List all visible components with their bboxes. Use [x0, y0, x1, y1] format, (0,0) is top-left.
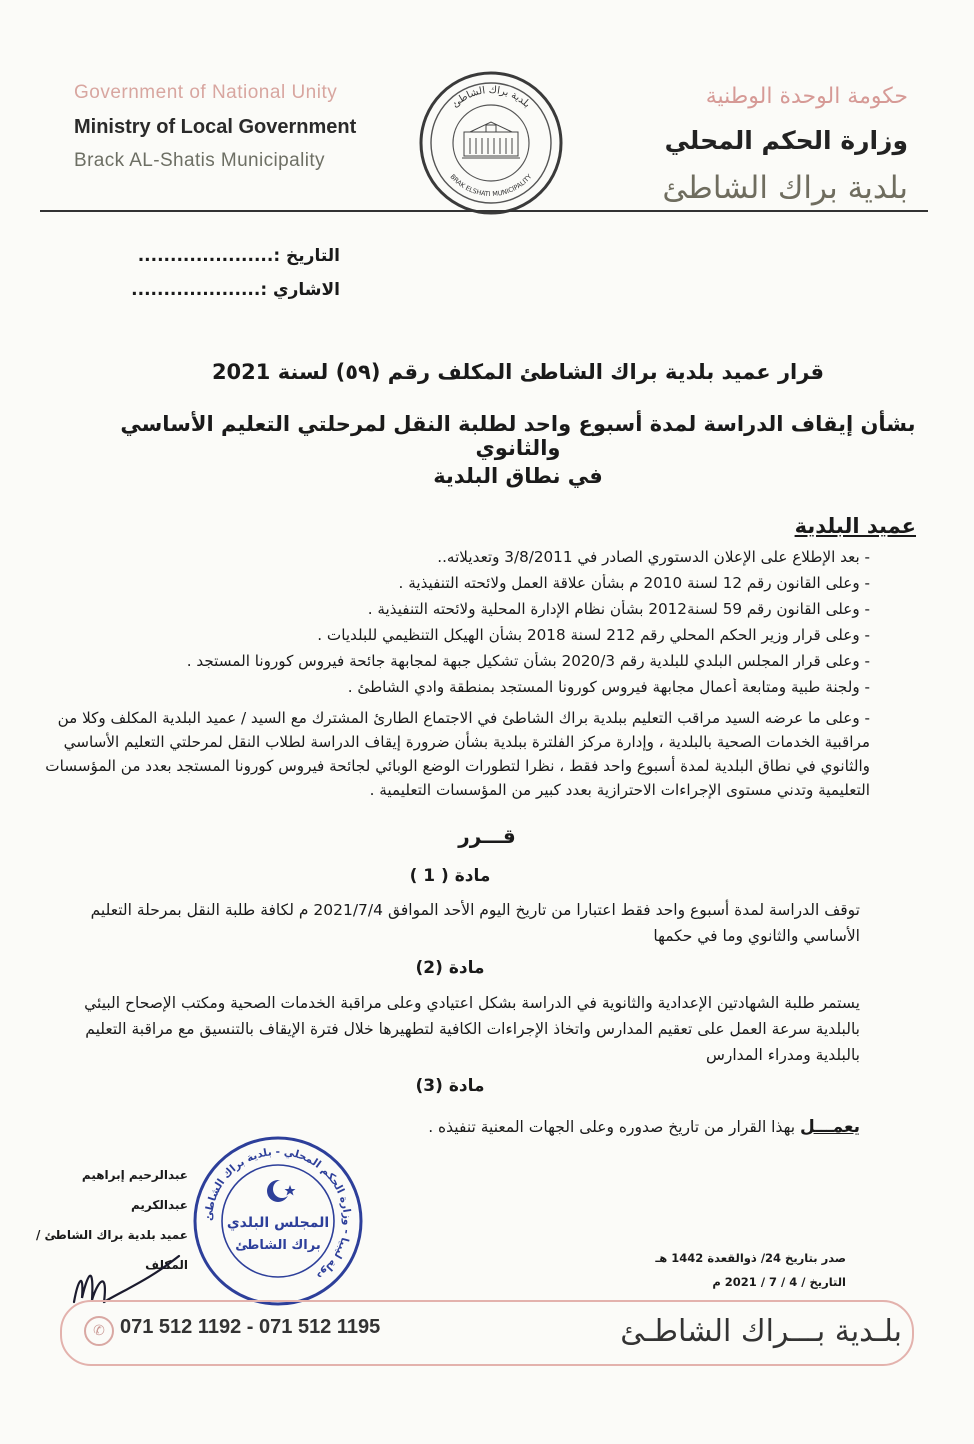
municipality-logo: [418, 70, 564, 216]
article-1-title: مادة ( 1 ): [409, 866, 491, 886]
subheading: عميد البلدية: [794, 514, 916, 538]
article-3-title: مادة (3): [415, 1076, 485, 1096]
signatory-name: عبدالرحيم إبراهيم عبدالكريم: [81, 1168, 188, 1212]
issue-hijri-date: صدر بتاريخ 24/ ذوالقعدة 1442 هـ: [655, 1251, 846, 1265]
header-en-ministry: Ministry of Local Government: [74, 116, 357, 138]
title-line-1: قرار عميد بلدية براك الشاطئ المكلف رقم (٥٩) لسنة 2021: [211, 360, 825, 384]
clause-item: - ولجنة طبية ومتابعة أعمال مجابهة فيروس كورونا المستجد بمنطقة وادي الشاطئ .: [347, 678, 870, 696]
signatory-position: عميد بلدية براك الشاطئ / المكلف: [35, 1228, 188, 1272]
title-line-2: بشأن إيقاف الدراسة لمدة أسبوع واحد لطلبة النقل لمرحلتي التعليم الأساسي والثانوي: [120, 412, 916, 460]
footer-municipality-name: بلـدية بـــراك الشاطـئ: [620, 1314, 902, 1349]
issue-dates: [655, 1246, 846, 1294]
article-3-lead: يعمـــل: [800, 1117, 860, 1137]
star-crescent-icon: [267, 1180, 296, 1202]
building-icon: [462, 122, 520, 158]
footer-phones: 071 512 1192 - 071 512 1195: [120, 1316, 381, 1338]
title-line-3: في نطاق البلدية: [433, 464, 603, 488]
article-2-title: مادة (2): [415, 958, 485, 978]
clause-item: - وعلى القانون رقم 12 لسنة 2010 م بشأن علاقة العمل ولائحته التنفيذية .: [398, 574, 870, 592]
preamble-clauses: [40, 548, 870, 802]
header-ar-municipality: بلدية براك الشاطئ: [662, 170, 908, 206]
decision-heading: قـــرر: [458, 824, 516, 848]
phone-icon: ✆: [84, 1316, 114, 1346]
clause-item: - وعلى قرار المجلس البلدي للبلدية رقم 2020/3 بشأن تشكيل جبهة لمجابهة جائحة فيروس كورونا المستجد .: [186, 652, 870, 670]
header-arabic: [578, 84, 908, 206]
article-2-body: يستمر طلبة الشهادتين الإعدادية والثانوية في الدراسة بشكل اعتيادي وعلى مراقبة الخدمات الصحية ومكتب الإصحاح البيئي بالبلدية سرعة العمل على تعقيم المدارس واتخاذ الإجراءات الكافية لتطهيرها خلال فترة الإيقاف بالتنسيق مع مراقبة التعليم بالبلدية ومدراء المدارس: [84, 994, 860, 1064]
clause-item: - وعلى ما عرضه السيد مراقب التعليم ببلدية براك الشاطئ في الاجتماع الطارئ المشترك مع السيد / عميد البلدية المكلف وكلا من مراقبية الخدمات الصحية بالبلدية ، وإدارة مركز الفلترة ببلدية بشأن ضرورة إيقاف الدراسة لطلاب النقل لمرحلتي التعليم الأساسي والثانوي في نطاق البلدية لمدة أسبوع واحد فقط ، نظرا لتطورات الوضع الوبائي لجائحة فيروس كورونا المستجد بعدد من المؤسسات التعليمية وتدني مستوى الإجراءات الاحترازية بعدد كبير من المؤسسات التعليمية .: [45, 709, 870, 799]
logo-top-text: بلدية براك الشاطئ: [449, 84, 533, 111]
header-ar-government: حكومة الوحدة الوطنية: [705, 84, 908, 109]
article-1-body: توقف الدراسة لمدة أسبوع واحد فقط اعتبارا من تاريخ اليوم الأحد الموافق 2021/7/4 م لكافة طلبة النقل بمرحلة التعليم الأساسي والثانوي وما في حكمها: [90, 901, 860, 945]
date-field: التاريخ :.....................: [137, 246, 340, 266]
header-en-government: Government of National Unity: [74, 82, 338, 103]
issue-gregorian-date: التاريخ / 4 / 7 / 2021 م: [712, 1275, 846, 1289]
article-3-text: بهذا القرار من تاريخ صدوره وعلى الجهات المعنية تنفيذه .: [428, 1118, 801, 1136]
article-3-body: [52, 1114, 860, 1140]
official-seal: [192, 1135, 364, 1307]
logo-bottom-text: BRAK ELSHATI MUNICIPALITY: [448, 172, 534, 199]
seal-ring-text: دولة ليبيا - وزارة الحكم المحلي - بلدية براك الشاطئ: [202, 1145, 354, 1282]
header-ar-ministry: وزارة الحكم المحلي: [664, 126, 908, 155]
seal-center-line-2: براك الشاطئ: [235, 1238, 321, 1253]
header-en-municipality: Brack AL-Shatis Municipality: [74, 150, 325, 171]
clause-item: - وعلى قرار وزير الحكم المحلي رقم 212 لسنة 2018 بشأن الهيكل التنظيمي للبلديات .: [317, 626, 870, 644]
reference-field: الاشاري :....................: [131, 280, 340, 300]
seal-center-line-1: المجلس البلدي: [226, 1215, 330, 1231]
clause-item: - وعلى القانون رقم 59 لسنة2012 بشأن نظام الإدارة المحلية ولائحته التنفيذية .: [367, 600, 870, 618]
clause-item: - بعد الإطلاع على الإعلان الدستوري الصادر في 3/8/2011 وتعديلاته..: [437, 548, 870, 566]
header-english: [74, 82, 404, 172]
header-divider: [40, 210, 928, 212]
reference-block: [60, 246, 340, 314]
decision-title: [120, 360, 916, 516]
